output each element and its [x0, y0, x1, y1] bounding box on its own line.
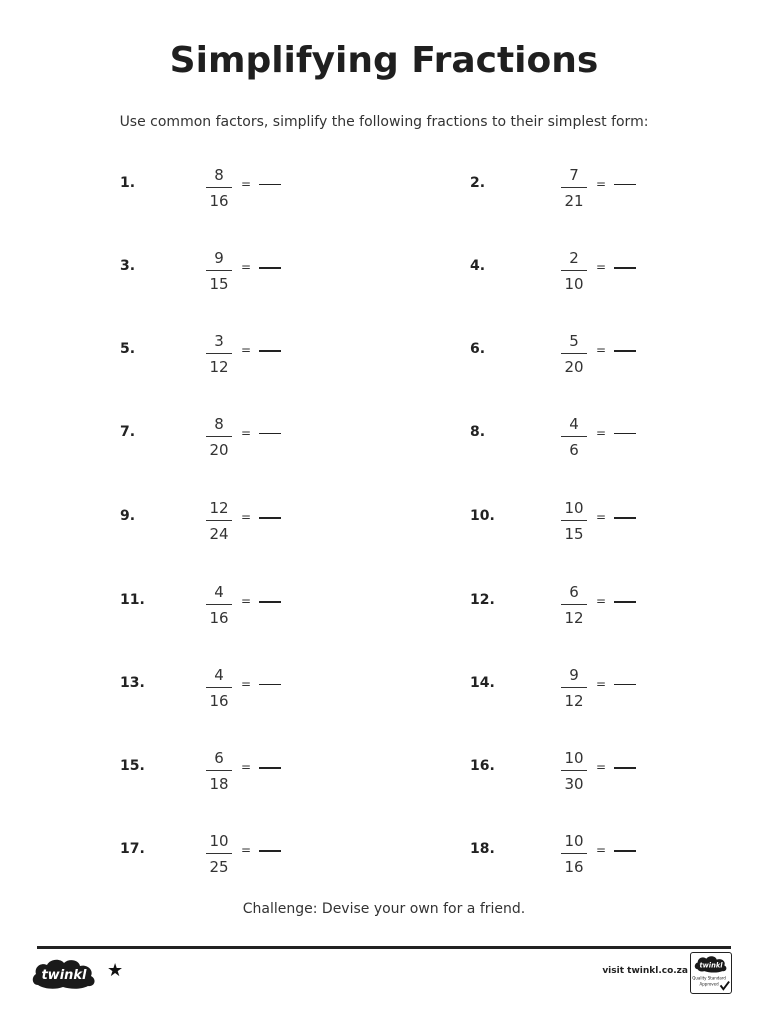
equals-sign: = [241, 760, 252, 774]
fraction-numerator: 8 [214, 166, 224, 184]
fraction-denominator: 16 [209, 692, 229, 710]
fraction [561, 332, 587, 376]
question-number: 10. [470, 508, 495, 524]
fraction [206, 249, 232, 293]
answer-blank[interactable] [259, 350, 281, 352]
logo-text: twinkl [41, 968, 87, 983]
fraction-numerator: 2 [569, 249, 579, 267]
equals-sign: = [241, 426, 252, 440]
answer-blank[interactable] [614, 767, 636, 769]
equals-sign: = [241, 677, 252, 691]
fraction [206, 832, 232, 876]
equals-sign: = [241, 594, 252, 608]
answer-blank[interactable] [614, 601, 636, 603]
equals-sign: = [596, 843, 607, 857]
equals-sign: = [241, 343, 252, 357]
fraction-bar [561, 853, 587, 854]
fraction-denominator: 16 [564, 858, 584, 876]
fraction-bar [206, 770, 232, 771]
answer-blank[interactable] [259, 433, 281, 434]
answer-blank[interactable] [259, 767, 281, 769]
fraction-numerator: 7 [569, 166, 579, 184]
question-number: 9. [120, 508, 136, 524]
fraction [561, 499, 587, 543]
fraction-numerator: 6 [569, 583, 579, 601]
fraction-bar [561, 770, 587, 771]
fraction [561, 415, 587, 459]
fraction-denominator: 30 [564, 775, 584, 793]
fraction [561, 166, 587, 210]
fraction-denominator: 21 [564, 192, 584, 210]
fraction [561, 749, 587, 793]
page-title: Simplifying Fractions [169, 40, 599, 81]
badge-line1: Quality Standard [692, 975, 726, 981]
answer-blank[interactable] [614, 850, 636, 852]
fraction-denominator: 12 [564, 609, 584, 627]
fraction-bar [561, 687, 587, 688]
answer-blank[interactable] [259, 184, 281, 185]
question-number: 2. [470, 175, 486, 191]
fraction-denominator: 15 [564, 525, 584, 543]
fraction-bar [206, 187, 232, 188]
fraction-bar [206, 353, 232, 354]
fraction-bar [206, 853, 232, 854]
answer-blank[interactable] [259, 267, 281, 269]
fraction-bar [206, 520, 232, 521]
fraction-numerator: 6 [214, 749, 224, 767]
equals-sign: = [241, 843, 252, 857]
fraction-numerator: 4 [214, 583, 224, 601]
answer-blank[interactable] [259, 517, 281, 519]
fraction [206, 666, 232, 710]
fraction-bar [561, 520, 587, 521]
answer-blank[interactable] [259, 601, 281, 603]
fraction-numerator: 10 [564, 832, 584, 850]
question-number: 13. [120, 675, 145, 691]
fraction [206, 166, 232, 210]
footer-divider [37, 946, 731, 949]
question-number: 1. [120, 175, 136, 191]
answer-blank[interactable] [259, 850, 281, 852]
fraction-numerator: 3 [214, 332, 224, 350]
equals-sign: = [596, 510, 607, 524]
twinkl-logo [30, 955, 98, 991]
challenge-text: Challenge: Devise your own for a friend. [242, 901, 526, 917]
fraction-bar [206, 270, 232, 271]
question-number: 8. [470, 424, 486, 440]
fraction-denominator: 18 [209, 775, 229, 793]
fraction-denominator: 24 [209, 525, 229, 543]
equals-sign: = [596, 594, 607, 608]
fraction-numerator: 10 [564, 499, 584, 517]
answer-blank[interactable] [614, 684, 636, 685]
fraction-bar [206, 687, 232, 688]
answer-blank[interactable] [259, 684, 281, 685]
question-number: 18. [470, 841, 495, 857]
question-number: 7. [120, 424, 136, 440]
fraction [206, 415, 232, 459]
equals-sign: = [241, 177, 252, 191]
fraction-bar [561, 187, 587, 188]
fraction-denominator: 20 [209, 441, 229, 459]
fraction [206, 749, 232, 793]
fraction-numerator: 4 [214, 666, 224, 684]
question-number: 4. [470, 258, 486, 274]
fraction [561, 583, 587, 627]
fraction-denominator: 12 [564, 692, 584, 710]
fraction-denominator: 12 [209, 358, 229, 376]
check-icon [721, 982, 730, 990]
fraction-denominator: 15 [209, 275, 229, 293]
answer-blank[interactable] [614, 350, 636, 352]
equals-sign: = [596, 426, 607, 440]
fraction-bar [206, 604, 232, 605]
instructions: Use common factors, simplify the following fractions to their simplest form: [119, 114, 649, 130]
fraction-bar [561, 436, 587, 437]
fraction-numerator: 12 [209, 499, 229, 517]
fraction-numerator: 10 [564, 749, 584, 767]
question-number: 15. [120, 758, 145, 774]
fraction-denominator: 20 [564, 358, 584, 376]
fraction [206, 332, 232, 376]
answer-blank[interactable] [614, 433, 636, 434]
answer-blank[interactable] [614, 267, 636, 269]
question-number: 11. [120, 592, 145, 608]
fraction-numerator: 4 [569, 415, 579, 433]
fraction [561, 832, 587, 876]
fraction-denominator: 10 [564, 275, 584, 293]
equals-sign: = [596, 677, 607, 691]
question-number: 17. [120, 841, 145, 857]
fraction-denominator: 16 [209, 609, 229, 627]
badge-line2: Approved [699, 981, 719, 987]
answer-blank[interactable] [614, 517, 636, 519]
fraction [561, 249, 587, 293]
question-number: 6. [470, 341, 486, 357]
question-number: 16. [470, 758, 495, 774]
star-icon: ★ [107, 960, 124, 981]
equals-sign: = [596, 760, 607, 774]
question-number: 12. [470, 592, 495, 608]
fraction-numerator: 9 [569, 666, 579, 684]
equals-sign: = [596, 177, 607, 191]
fraction-numerator: 10 [209, 832, 229, 850]
equals-sign: = [596, 260, 607, 274]
footer-url[interactable]: visit twinkl.co.za [602, 966, 688, 976]
badge-title: twinkl [699, 961, 723, 970]
question-number: 3. [120, 258, 136, 274]
fraction-bar [561, 353, 587, 354]
answer-blank[interactable] [614, 184, 636, 185]
equals-sign: = [241, 260, 252, 274]
fraction-denominator: 25 [209, 858, 229, 876]
fraction-numerator: 8 [214, 415, 224, 433]
fraction [206, 583, 232, 627]
equals-sign: = [241, 510, 252, 524]
fraction-bar [561, 604, 587, 605]
fraction-numerator: 9 [214, 249, 224, 267]
fraction [206, 499, 232, 543]
fraction-bar [206, 436, 232, 437]
fraction-bar [561, 270, 587, 271]
question-number: 14. [470, 675, 495, 691]
fraction-denominator: 6 [569, 441, 579, 459]
equals-sign: = [596, 343, 607, 357]
fraction-denominator: 16 [209, 192, 229, 210]
fraction-numerator: 5 [569, 332, 579, 350]
fraction [561, 666, 587, 710]
question-number: 5. [120, 341, 136, 357]
quality-badge [690, 952, 732, 994]
